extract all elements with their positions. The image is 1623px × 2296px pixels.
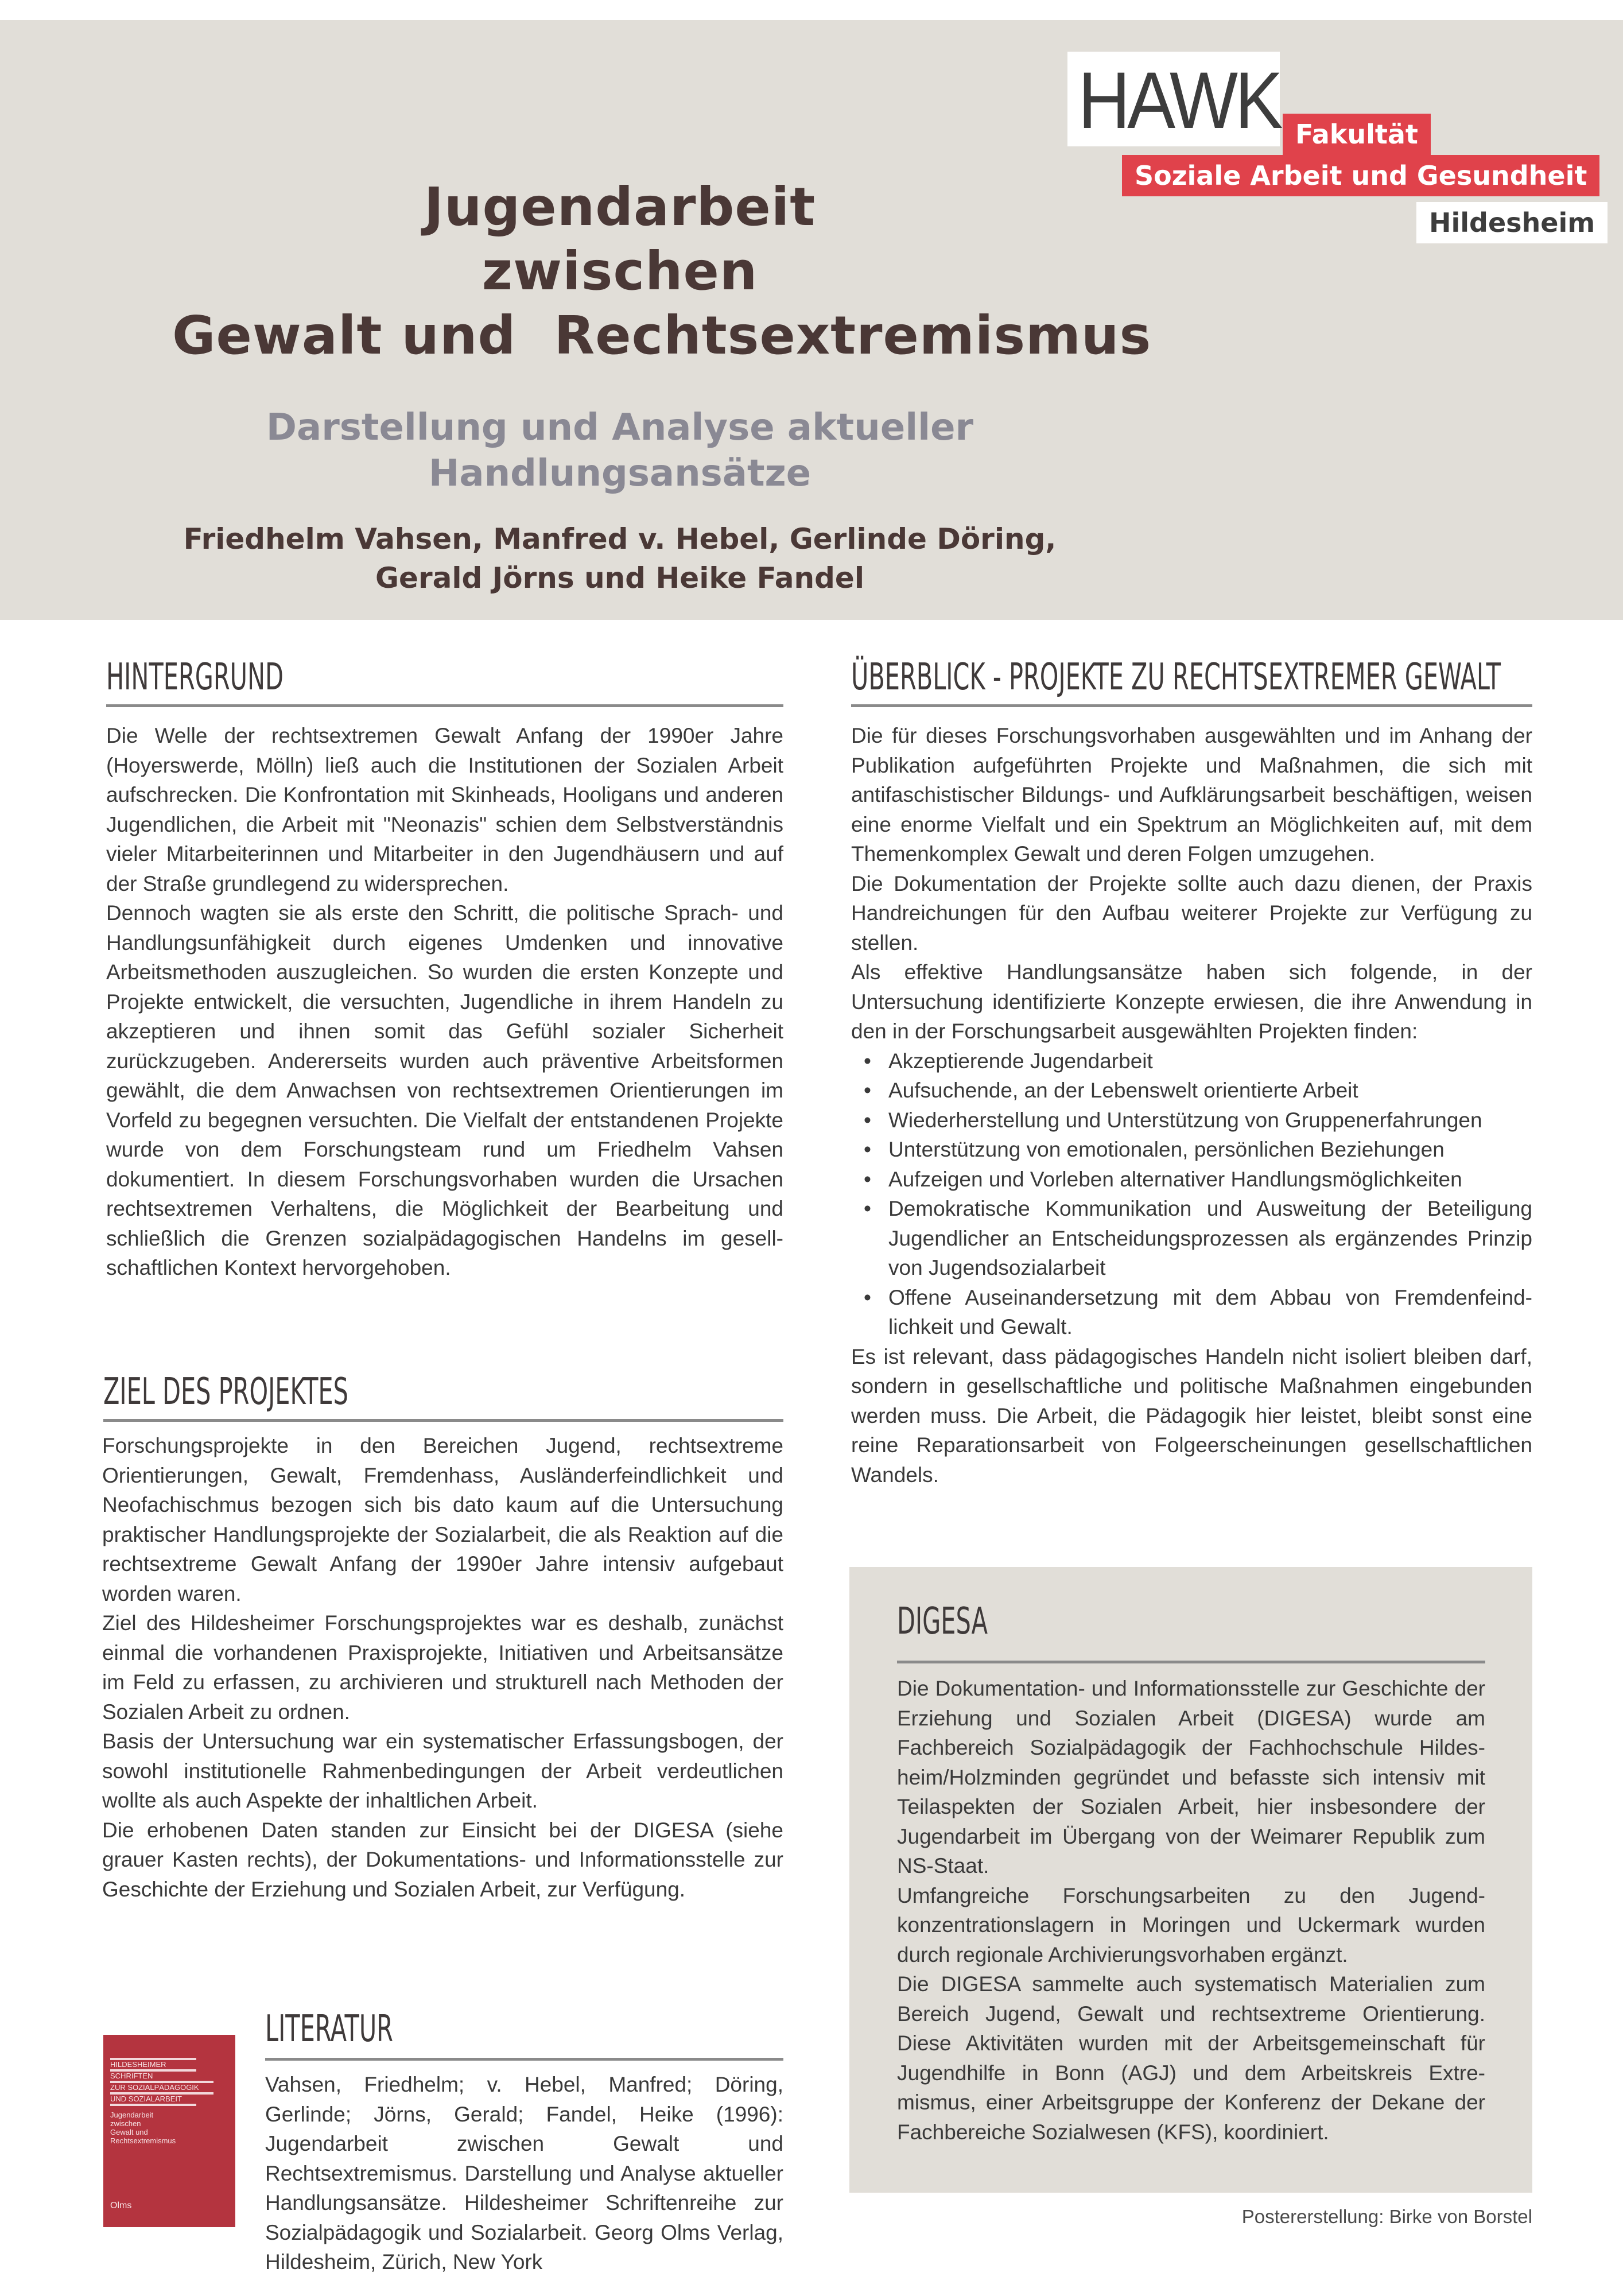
paragraph: Dennoch wagten sie als erste den Schritt, die politische Sprach- und Handlungsunfähigkeit durch eigenes Umdenken und innovative Arbeitsmethoden auszugleichen. So wurden die ersten Konzepte und Projekte entwickelt, die versuchten, Jugendliche in ihrem Handeln zu akzeptieren und ihnen somit das Gefühl sozialer Sicherheit zurückzugeben. Andererseits wurden auch präventive Arbeitsformen gewählt, die dem Anwachsen von rechtsextremen Orientierungen im Vorfeld zu begegnen versuchten. Die Vielfalt der entstandenen Projekte wurde von dem Forschungsteam rund um Friedhelm Vahsen dokumentiert. In diesem Forschungsvorhaben wurden die Ursachen rechtsextremen Verhaltens, die Möglichkeit der Bearbeitung und schließlich die Grenzen sozialpädagogischen Handelns im gesell-schaftlichen Kontext hervorgehoben. bbox=[106, 901, 783, 1279]
list-item: • Akzeptierende Jugendarbeit bbox=[851, 1046, 1532, 1076]
paragraph: Die erhobenen Daten standen zur Einsicht bei der DIGESA (siehe grauer Kasten rechts), der Dokumentations- und Informationsstelle zur Geschichte der Erziehung und Sozialen Arbeit, zur Verfügung. bbox=[102, 1818, 783, 1901]
book-cover-image bbox=[103, 2035, 235, 2227]
hawk-logo bbox=[1067, 52, 1280, 146]
digesa-rule bbox=[897, 1661, 1485, 1663]
logo-faculty-name: Soziale Arbeit und Gesundheit bbox=[1122, 155, 1599, 196]
title-line: Gewalt und Rechtsextremismus bbox=[172, 305, 1152, 366]
ziel-rule bbox=[103, 1419, 783, 1422]
ueberblick-text bbox=[851, 721, 1532, 1490]
digesa-heading: DIGESA bbox=[897, 1600, 988, 1643]
book-series-line: UND SOZIALARBEIT bbox=[110, 2095, 182, 2103]
poster-authors bbox=[172, 519, 1067, 598]
literatur-text: Vahsen, Friedhelm; v. Hebel, Manfred; Döring, Gerlinde; Jörns, Gerald; Fandel, Heike (1996): Jugendarbeit zwischen Gewalt und Rechtsextremismus. Darstellung und Analyse aktueller Handlungsansätze. Hildesheimer Schriftenreihe zur Sozialpädagogik und Sozialarbeit. Georg Olms Verlag, Hildesheim, Zürich, New York bbox=[265, 2073, 783, 2274]
ueberblick-rule bbox=[851, 704, 1532, 707]
book-publisher: Olms bbox=[110, 2201, 132, 2210]
literatur-heading: LITERATUR bbox=[265, 2008, 393, 2050]
paragraph: Als effektive Handlungsansätze haben sich folgende, in der Untersuchung identifizierte Konzepte erwiesen, die ihre Anwendung in den in der Forschungsarbeit ausgewählten Projekten finden: bbox=[851, 960, 1532, 1043]
title-line: Jugendarbeit bbox=[424, 176, 816, 238]
title-line: zwischen bbox=[482, 241, 758, 302]
paragraph: Die Dokumentation- und Informationsstelle zur Geschichte der Erziehung und Sozialen Arbeit (DIGESA) wurde am Fachbereich Sozialpädagogik der Fachhochschule Hildes-heim/Holzminden gegründet und befasste sich intensiv mit Teilaspekten der Sozialen Arbeit, hier insbesondere der Jugendarbeit im Übergang von der Weimarer Republik zum NS-Staat. bbox=[897, 1677, 1485, 1878]
logo-location: Hildesheim bbox=[1416, 202, 1608, 243]
authors-line: Gerald Jörns und Heike Fandel bbox=[375, 561, 864, 595]
literatur-rule bbox=[265, 2058, 783, 2061]
ziel-text bbox=[102, 1431, 783, 1904]
paragraph: Umfangreiche Forschungsarbeiten zu den Jugend-konzentrationslagern in Moringen und Uckermark wurden durch regionale Archivierungsvorhaben ergänzt. bbox=[897, 1883, 1485, 1967]
poster-title bbox=[172, 175, 1152, 368]
paragraph: Die Welle der rechtsextremen Gewalt Anfang der 1990er Jahre (Hoyerswerde, Mölln) ließ auch die Institutionen der Sozialen Arbeit aufschrecken. Die Konfrontation mit Skinheads, Hooligans und anderen Jugendlichen, die Arbeit mit "Neonazis" schien dem Selbstverständnis vieler Mitarbeiterinnen und Mitarbeiter in den Jugendhäusern und auf der Straße grundlegend zu widersprechen. bbox=[106, 724, 783, 895]
poster-credit: Postererstellung: Birke von Borstel bbox=[1241, 2206, 1532, 2227]
ueberblick-heading: ÜBERBLICK - PROJEKTE ZU RECHTSEXTREMER GEWALT bbox=[851, 656, 1501, 699]
list-item: • Unterstützung von emotionalen, persönlichen Beziehungen bbox=[851, 1135, 1532, 1165]
list-item: • Wiederherstellung und Unterstützung von Gruppenerfahrungen bbox=[851, 1106, 1532, 1135]
paragraph: Die Dokumentation der Projekte sollte auch dazu dienen, der Praxis Handreichungen für den Aufbau weiterer Projekte zur Verfügung zu stellen. bbox=[851, 871, 1532, 955]
digesa-text bbox=[897, 1674, 1485, 2147]
paragraph: Forschungsprojekte in den Bereichen Jugend, rechtsextreme Orientierungen, Gewalt, Fremdenhass, Ausländerfeindlichkeit und Neofachischmus bezogen sich bis dato kaum auf die Untersuchung praktischer Handlungsprojekte der Sozialarbeit, die als Reaktion auf die rechtsextreme Gewalt Anfang der 1990er Jahre intensiv aufgebaut worden waren. bbox=[102, 1434, 783, 1605]
poster-subtitle: Darstellung und Analyse aktueller Handlungsansätze bbox=[266, 406, 974, 495]
approach-list bbox=[851, 1046, 1532, 1342]
ziel-heading: ZIEL DES PROJEKTES bbox=[103, 1371, 348, 1413]
paragraph: Basis der Untersuchung war ein systematischer Erfassungsbogen, der sowohl institutionelle Rahmenbedingungen der Arbeit verdeutlichen wollte als auch Aspekte der inhaltlichen Arbeit. bbox=[102, 1729, 783, 1812]
book-series-line: ZUR SOZIALPÄDAGOGIK bbox=[110, 2083, 199, 2092]
book-series-line: SCHRIFTEN bbox=[110, 2072, 153, 2080]
book-title-line: Rechtsextremismus bbox=[110, 2136, 176, 2145]
paragraph: Es ist relevant, dass pädagogisches Handeln nicht isoliert bleiben darf, sondern in gesellschaftliche und politische Maßnahmen eingebunden werden muss. Die Arbeit, die Pädagogik hier leistet, bleibt sonst eine reine Reparationsarbeit von Folgeerscheinungen gesellschaftlichen Wandels. bbox=[851, 1344, 1532, 1487]
list-item: • Aufzeigen und Vorleben alternativer Handlungsmöglichkeiten bbox=[851, 1165, 1532, 1194]
hintergrund-rule bbox=[106, 704, 783, 707]
list-item: • Demokratische Kommunikation und Ausweitung der Beteiligung Jugendlicher an Entscheidungsprozessen als ergänzendes Prinzip von Jugendsozialarbeit bbox=[851, 1194, 1532, 1283]
book-series-line: HILDESHEIMER bbox=[110, 2060, 166, 2069]
book-title-line: zwischen bbox=[110, 2119, 141, 2128]
list-item: • Offene Auseinandersetzung mit dem Abbau von Fremdenfeind-lichkeit und Gewalt. bbox=[851, 1283, 1532, 1342]
hawk-logo-wordmark: HAWK bbox=[1078, 55, 1280, 145]
hintergrund-text bbox=[106, 721, 783, 1283]
list-item: • Aufsuchende, an der Lebenswelt orientierte Arbeit bbox=[851, 1076, 1532, 1106]
paragraph: Ziel des Hildesheimer Forschungsprojektes war es deshalb, zunächst einmal die vorhandenen Praxisprojekte, Initiativen und Arbeitsansätze im Feld zu erfassen, zu archivieren und strukturell nach Methoden der Sozialen Arbeit zu ordnen. bbox=[102, 1611, 783, 1724]
logo-faculty-label: Fakultät bbox=[1283, 114, 1431, 155]
book-title-line: Jugendarbeit bbox=[110, 2111, 154, 2119]
book-title-line: Gewalt und bbox=[110, 2128, 148, 2136]
paragraph: Die DIGESA sammelte auch systematisch Materialien zum Bereich Jugend, Gewalt und rechtsextreme Orientierung. Diese Aktivitäten wurden mit der Arbeitsgemeinschaft für Jugendhilfe in Bonn (AGJ) und dem Arbeitskreis Extre-mismus, einer Arbeitsgruppe der Konferenz der Dekane der Fachbereiche Sozialwesen (KFS), koordiniert. bbox=[897, 1972, 1485, 2144]
header-band bbox=[0, 20, 1623, 620]
hintergrund-heading: HINTERGRUND bbox=[106, 656, 284, 699]
authors-line: Friedhelm Vahsen, Manfred v. Hebel, Gerlinde Döring, bbox=[183, 522, 1057, 556]
paragraph: Die für dieses Forschungsvorhaben ausgewählten und im Anhang der Publikation aufgeführten Projekte und Maßnahmen, die sich mit antifaschistischer Bildungs- und Aufklärungsarbeit beschäftigen, weisen eine enorme Vielfalt und ein Spektrum an Möglichkeiten auf, mit dem Themenkomplex Gewalt und deren Folgen umzugehen. bbox=[851, 724, 1532, 866]
